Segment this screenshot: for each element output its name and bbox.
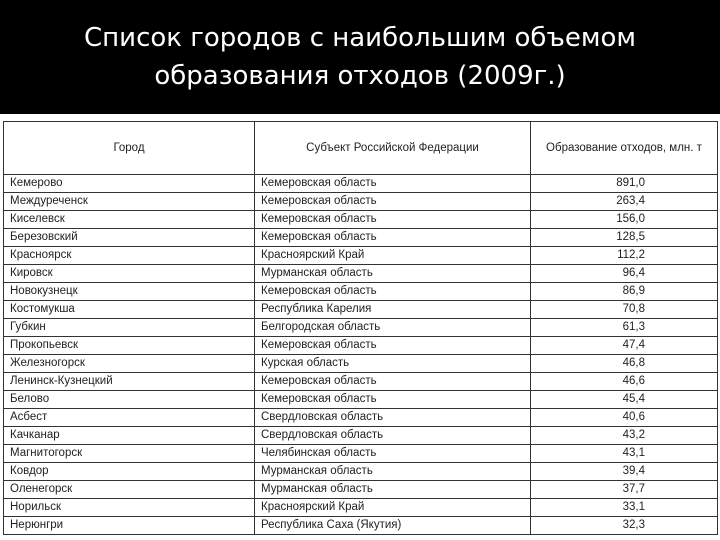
table-row xyxy=(4,337,718,355)
cell-region: Челябинская область xyxy=(255,445,531,463)
table-row xyxy=(4,499,718,517)
title-line-1: Список городов с наибольшим объемом xyxy=(84,23,636,53)
cell-region: Красноярский Край xyxy=(255,499,531,517)
cell-city: Междуреченск xyxy=(4,193,255,211)
cell-waste: 47,4 xyxy=(531,337,718,355)
cell-region: Кемеровская область xyxy=(255,373,531,391)
table-row xyxy=(4,265,718,283)
cell-waste: 33,1 xyxy=(531,499,718,517)
cell-waste: 70,8 xyxy=(531,301,718,319)
slide-title xyxy=(0,0,720,114)
cell-region: Мурманская область xyxy=(255,265,531,283)
table-area xyxy=(0,114,720,540)
cell-region: Кемеровская область xyxy=(255,175,531,193)
table-row xyxy=(4,445,718,463)
header-waste: Образование отходов, млн. т xyxy=(531,122,718,175)
cell-city: Кемерово xyxy=(4,175,255,193)
header-region: Субъект Российской Федерации xyxy=(255,122,531,175)
header-city: Город xyxy=(4,122,255,175)
title-line-2: образования отходов (2009г.) xyxy=(154,61,566,91)
table-row xyxy=(4,355,718,373)
cell-waste: 156,0 xyxy=(531,211,718,229)
cell-city: Оленегорск xyxy=(4,481,255,499)
table-row xyxy=(4,481,718,499)
table-row xyxy=(4,319,718,337)
table-row xyxy=(4,211,718,229)
cell-region: Мурманская область xyxy=(255,481,531,499)
cell-waste: 891,0 xyxy=(531,175,718,193)
table-row xyxy=(4,391,718,409)
cell-city: Асбест xyxy=(4,409,255,427)
cell-region: Красноярский Край xyxy=(255,247,531,265)
cell-city: Ленинск-Кузнецкий xyxy=(4,373,255,391)
table-row xyxy=(4,463,718,481)
table-row xyxy=(4,193,718,211)
table-row xyxy=(4,373,718,391)
cell-region: Кемеровская область xyxy=(255,391,531,409)
table-row xyxy=(4,229,718,247)
cell-city: Губкин xyxy=(4,319,255,337)
table-row xyxy=(4,427,718,445)
cell-waste: 46,8 xyxy=(531,355,718,373)
waste-table xyxy=(3,121,718,535)
cell-city: Железногорск xyxy=(4,355,255,373)
cell-region: Мурманская область xyxy=(255,463,531,481)
cell-region: Белгородская область xyxy=(255,319,531,337)
cell-waste: 40,6 xyxy=(531,409,718,427)
cell-region: Свердловская область xyxy=(255,427,531,445)
cell-waste: 61,3 xyxy=(531,319,718,337)
cell-waste: 43,1 xyxy=(531,445,718,463)
table-row xyxy=(4,409,718,427)
cell-region: Кемеровская область xyxy=(255,229,531,247)
cell-city: Прокопьевск xyxy=(4,337,255,355)
cell-waste: 32,3 xyxy=(531,517,718,535)
table-row xyxy=(4,301,718,319)
cell-city: Нерюнгри xyxy=(4,517,255,535)
cell-waste: 37,7 xyxy=(531,481,718,499)
cell-city: Киселевск xyxy=(4,211,255,229)
cell-city: Белово xyxy=(4,391,255,409)
table-header-row xyxy=(4,122,718,175)
cell-city: Новокузнецк xyxy=(4,283,255,301)
cell-waste: 96,4 xyxy=(531,265,718,283)
cell-region: Кемеровская область xyxy=(255,283,531,301)
cell-city: Магнитогорск xyxy=(4,445,255,463)
cell-region: Кемеровская область xyxy=(255,193,531,211)
table-row xyxy=(4,175,718,193)
cell-city: Кировск xyxy=(4,265,255,283)
cell-region: Курская область xyxy=(255,355,531,373)
table-row xyxy=(4,517,718,535)
cell-waste: 46,6 xyxy=(531,373,718,391)
cell-waste: 128,5 xyxy=(531,229,718,247)
cell-waste: 112,2 xyxy=(531,247,718,265)
cell-city: Качканар xyxy=(4,427,255,445)
cell-region: Кемеровская область xyxy=(255,211,531,229)
cell-region: Свердловская область xyxy=(255,409,531,427)
cell-city: Ковдор xyxy=(4,463,255,481)
cell-waste: 86,9 xyxy=(531,283,718,301)
cell-waste: 43,2 xyxy=(531,427,718,445)
cell-region: Республика Саха (Якутия) xyxy=(255,517,531,535)
cell-waste: 263,4 xyxy=(531,193,718,211)
table-row xyxy=(4,247,718,265)
table-row xyxy=(4,283,718,301)
cell-region: Республика Карелия xyxy=(255,301,531,319)
cell-city: Березовский xyxy=(4,229,255,247)
cell-region: Кемеровская область xyxy=(255,337,531,355)
cell-waste: 39,4 xyxy=(531,463,718,481)
cell-city: Красноярск xyxy=(4,247,255,265)
cell-waste: 45,4 xyxy=(531,391,718,409)
cell-city: Норильск xyxy=(4,499,255,517)
cell-city: Костомукша xyxy=(4,301,255,319)
table-body xyxy=(4,175,718,535)
